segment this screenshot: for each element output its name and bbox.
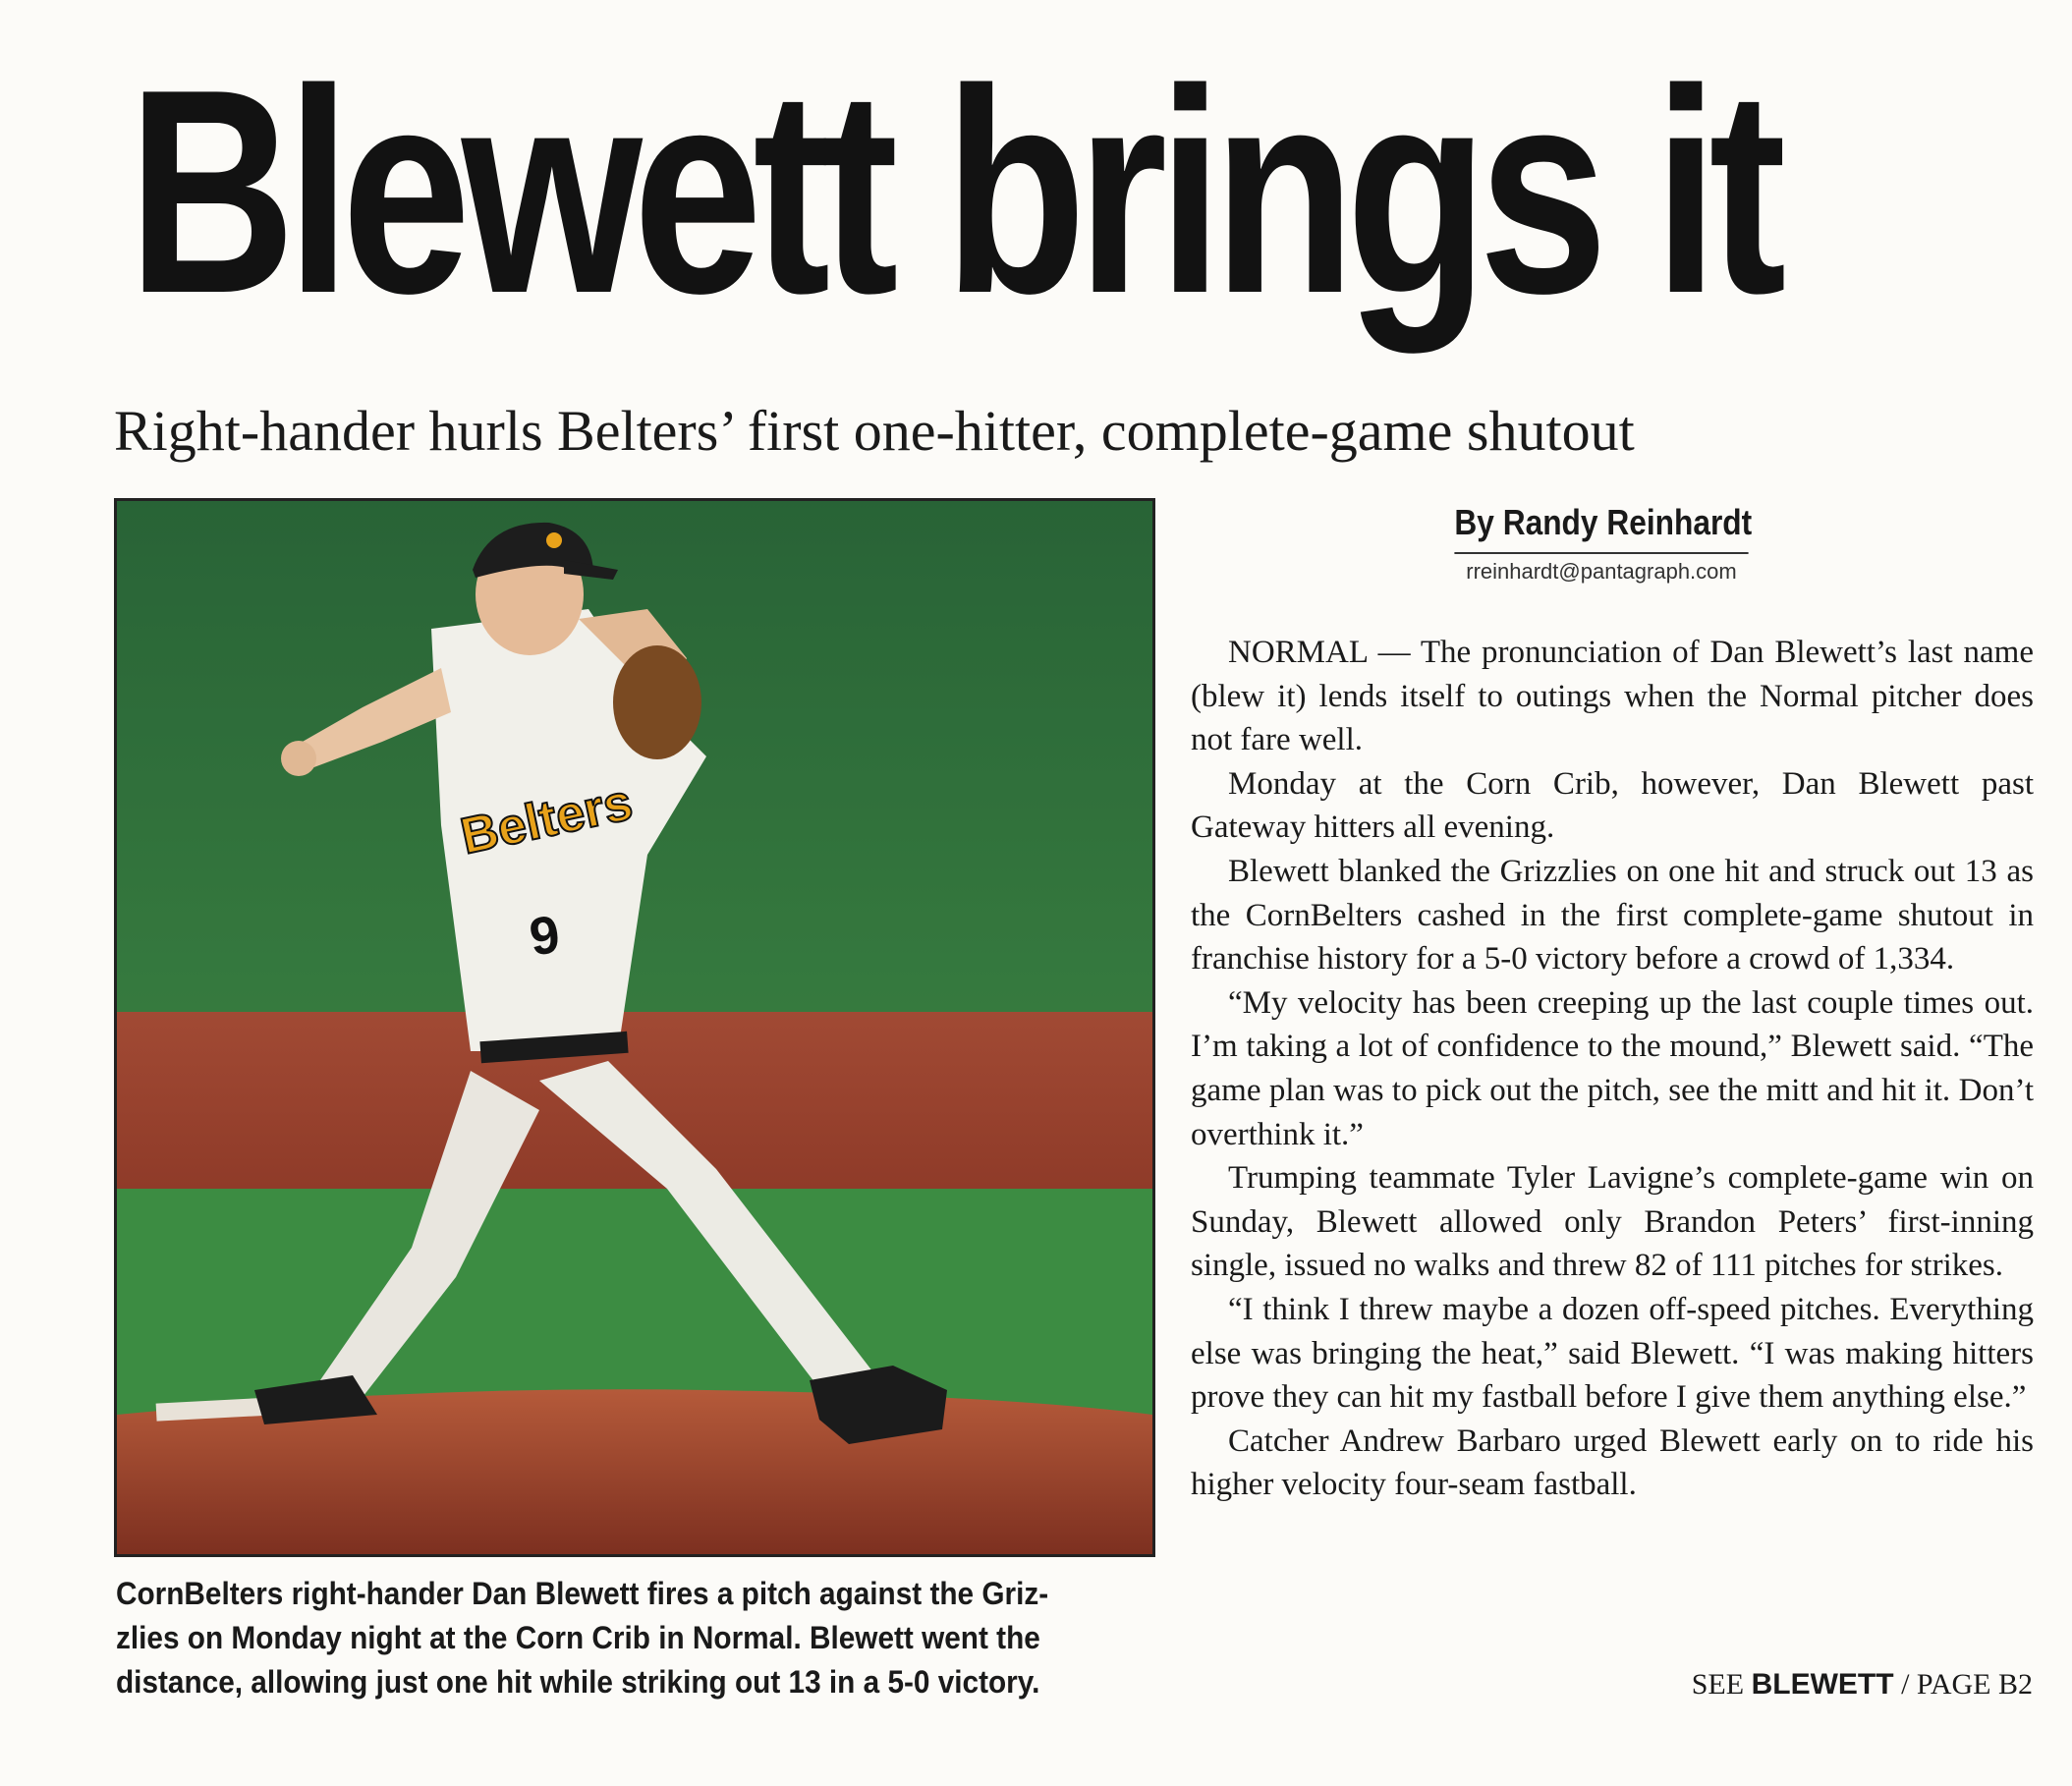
jersey-number: 9 [526, 904, 564, 968]
jump-slug: BLEWETT [1751, 1668, 1894, 1701]
article-paragraph: Trumping teammate Tyler Lavigne’s complete-game win on Sunday, Blewett allowed only Brandon Peters’ first-inning single, issued no walks and threw 82 of 111 pitches for strikes. [1191, 1160, 2034, 1284]
article-paragraph: “I think I threw maybe a dozen off-speed pitches. Everything else was bringing the heat,” said Blewett. “I was making hitters prove they can hit my fastball before I give them anything else.” [1191, 1291, 2034, 1416]
subheadline: Right-hander hurls Belters’ first one-hitter, complete-game shutout [114, 399, 1635, 463]
headline: Blewett brings it [128, 28, 1777, 354]
byline: By Randy Reinhardt [1454, 501, 1748, 554]
caption-line: distance, allowing just one hit while striking out 13 in a 5-0 victory. [116, 1664, 1040, 1700]
article-paragraph: Monday at the Corn Crib, however, Dan Blewett past Gateway hitters all evening. [1191, 765, 2034, 846]
jump-see: SEE [1691, 1668, 1745, 1701]
jump-line [1692, 1665, 2033, 1704]
byline-email: rreinhardt@pantagraph.com [1466, 559, 1737, 584]
article-body [1191, 631, 2034, 1507]
article-paragraph: NORMAL — The pronunciation of Dan Blewett’s last name (blew it) lends itself to outings when the Normal pitcher does not fare well. [1191, 635, 2034, 758]
photo-caption [116, 1572, 1093, 1704]
jump-page: / PAGE B2 [1901, 1668, 2033, 1701]
pitcher-photo-illustration [117, 501, 1152, 1554]
byline-block [1434, 501, 1768, 589]
article-paragraph: Catcher Andrew Barbaro urged Blewett early on to ride his higher velocity four-seam fastball. [1191, 1423, 2034, 1503]
caption-line: zlies on Monday night at the Corn Crib in Normal. Blewett went the [116, 1620, 1040, 1655]
caption-line: CornBelters right-hander Dan Blewett fires a pitch against the Griz- [116, 1576, 1049, 1611]
jersey-lettering: Belters [456, 773, 638, 865]
article-paragraph: Blewett blanked the Grizzlies on one hit and struck out 13 as the CornBelters cashed in the first complete-game shutout in franchise history for a 5-0 victory before a crowd of 1,334. [1191, 853, 2034, 977]
pitcher-photo [114, 498, 1155, 1557]
article-paragraph: “My velocity has been creeping up the last couple times out. I’m taking a lot of confidence to the mound,” Blewett said. “The game plan was to pick out the pitch, see the mitt and hit it. Don’t overthink it.” [1191, 984, 2034, 1152]
